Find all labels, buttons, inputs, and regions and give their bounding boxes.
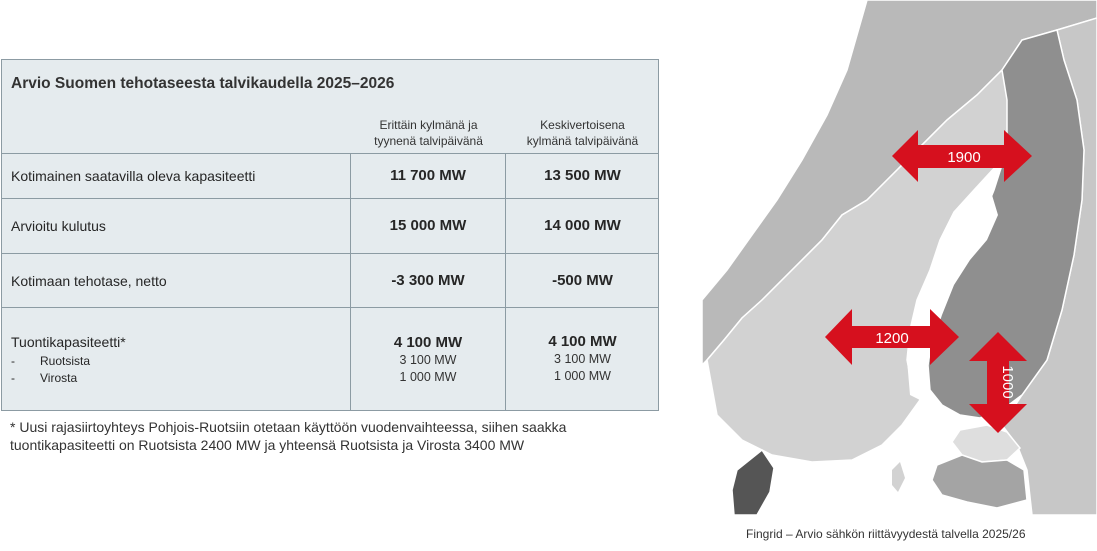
row-label-domestic-capacity: Kotimainen saatavilla oleva kapasiteetti [11,168,256,184]
value-net-balance-average: -500 MW [552,272,613,289]
value-import-average: 4 100 MW [548,333,617,350]
table-title: Arvio Suomen tehotaseesta talvikaudella 2025–2026 [11,75,395,92]
row-label-import-capacity: Tuontikapasiteetti* [11,334,126,350]
value-consumption-average: 14 000 MW [544,217,621,234]
sub-item-sweden [11,354,90,368]
column-header-line: tyynenä talvipäivänä [374,134,483,148]
sub-item-estonia [11,371,77,385]
row-label-consumption: Arvioitu kulutus [11,218,106,234]
sub-item-label: Ruotsista [40,354,91,368]
arrow-1900-label: 1900 [947,149,981,166]
column-header-line: Keskivertoisena [540,118,625,132]
column-header-line: Erittäin kylmänä ja [379,118,478,132]
value-import-estonia-average: 1 000 MW [554,369,611,383]
nordic-map [702,0,1097,515]
footnote-line: * Uusi rajasiirtoyhteys Pohjois-Ruotsiin otetaan käyttöön vuodenvaihteessa, siihen saakka [10,419,567,435]
column-header-line: kylmänä talvipäivänä [526,134,639,148]
value-net-balance-very-cold: -3 300 MW [391,272,465,289]
row-divider [2,307,658,308]
row-divider [2,253,658,254]
value-domestic-capacity-very-cold: 11 700 MW [390,167,466,184]
value-import-sweden-very-cold: 3 100 MW [399,353,457,367]
value-import-sweden-average: 3 100 MW [554,352,611,366]
column-header-average-cold [506,117,659,149]
value-domestic-capacity-average: 13 500 MW [544,167,621,184]
sub-item-label: Virosta [40,371,78,385]
arrow-1000-label: 1000 [999,365,1016,399]
arrow-1200-label: 1200 [875,330,909,347]
sub-item-dash: - [11,371,15,385]
value-consumption-very-cold: 15 000 MW [389,217,467,234]
sub-item-dash: - [11,354,15,368]
footnote-line: tuontikapasiteetti on Ruotsista 2400 MW ja yhteensä Ruotsista ja Virosta 3400 MW [10,437,525,453]
map-caption: Fingrid – Arvio sähkön riittävyydestä talvella 2025/26 [746,527,1026,541]
capacity-table [1,59,659,411]
value-import-estonia-very-cold: 1 000 MW [399,370,457,384]
column-header-very-cold [352,117,505,149]
row-divider [2,198,658,199]
footnote [10,418,630,454]
value-import-very-cold: 4 100 MW [393,334,463,351]
row-label-net-balance: Kotimaan tehotase, netto [11,273,167,289]
row-divider [2,153,658,154]
